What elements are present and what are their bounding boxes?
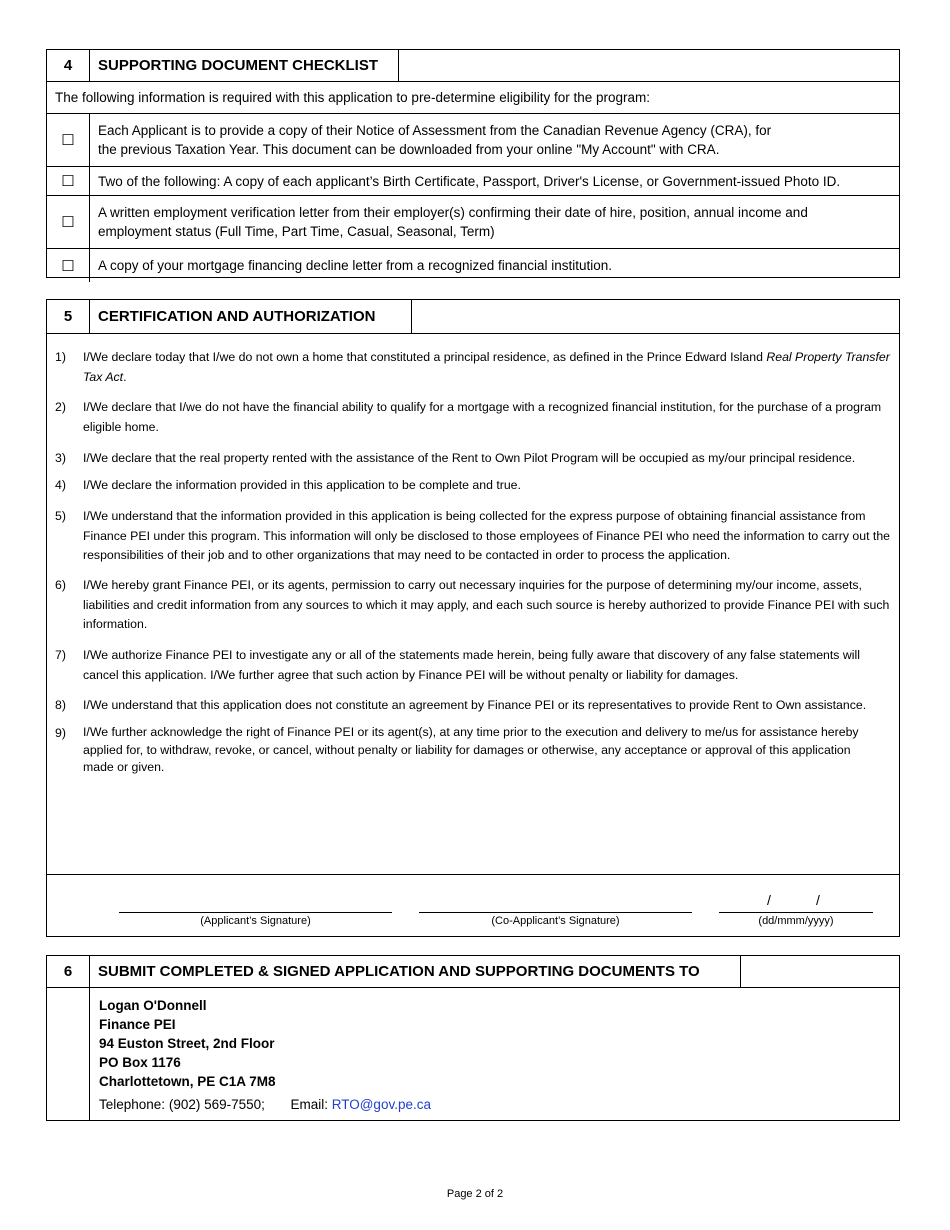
checkbox[interactable]: ☐ — [47, 167, 90, 195]
date-separator: / — [816, 892, 820, 908]
email-label: Email: — [290, 1097, 328, 1112]
applicant-signature-label: (Applicant’s Signature) — [200, 915, 311, 927]
co-applicant-signature-line[interactable] — [419, 912, 692, 913]
mailing-address — [99, 996, 431, 1114]
checklist-item-text: Each Applicant is to provide a copy of their Notice of Assessment from the Canadian Revenue Agency (CRA), for — [98, 123, 772, 138]
checklist-item-text: the previous Taxation Year. This document can be downloaded from your online "My Account" with CRA. — [98, 142, 720, 157]
organization: Finance PEI — [99, 1017, 176, 1032]
declaration-text: I/We declare that I/we do not have the financial ability to qualify for a mortgage with a recognized financial institution, for the purchase of a program eligible home. — [83, 400, 882, 434]
section-6-header — [47, 956, 899, 988]
contact-name: Logan O'Donnell — [99, 998, 207, 1013]
section-5-header — [47, 300, 899, 334]
declaration-number: 2) — [55, 400, 66, 414]
street-address: 94 Euston Street, 2nd Floor — [99, 1036, 275, 1051]
checklist-item — [47, 167, 899, 196]
page-number: Page 2 of 2 — [446, 1188, 504, 1200]
section-5-certification: 5 CERTIFICATION AND AUTHORIZATION 1) I/We declare today that I/we do not own a home that constituted a principal residence, as defined in the Prince Edward Island Real Property Transfer Tax Act. 2) I/We declare that I/we do not have the financial ability to qualify for a mortgage with a recognized financial institution, for the purchase of a program eligible home. 3) I/We declare that the real property rented with the assistance of the Rent to Own Pilot Program will be occupied as my/our principal residence. 4) I/We declare the information provided in this application to be complete and true. 5) I/We understand that the information provided in this application is being collected for the express purpose of obtaining financial assistance from Finance PEI under this program. This information will only be disclosed to those employees of Finance PEI who need the information to carry out the responsibilities of their job and to other organizations that may need to be contacted in order to process the application. 6) I/We hereby grant Finance PEI, or its agents, permission to carry out necessary inquiries for the purpose of determining my/our income, assets, liabilities and credit information from any sources to which it may apply, and each such source is hereby authorized to provide Finance PEI with such information. 7) I/We authorize Finance PEI to investigate any or all of the statements made herein, being fully aware that discovery of any false statements will cancel this application. I/We further agree that such action by Finance PEI will be without penalty or liability for damages. 8) I/We understand that this application does not constitute an agreement by Finance PEI or its representatives to provide Rent to Own assistance. 9) I/We further acknowledge the right of Finance PEI or its agent(s), at any time prior to the execution and delivery to me/us for assistance hereby applied for, to withdraw, revoke, or cancel, without penalty or liability for damages or otherwise, any acceptance or approval of this application made or given. (Applicant’s Signature) (Co-Applicant’s Signature) / / (dd/mmm/yyyy) — [46, 299, 900, 937]
telephone-number: (902) 569-7550; — [168, 1097, 265, 1112]
declaration-number: 9) — [55, 726, 66, 740]
act-name: Real Property Transfer Tax Act — [83, 350, 890, 384]
po-box: PO Box 1176 — [99, 1055, 181, 1070]
checkbox[interactable]: ☐ — [47, 114, 90, 166]
checklist-intro: The following information is required with this application to pre-determine eligibility for the program: — [47, 82, 899, 114]
checklist-item-text: Two of the following: A copy of each applicant’s Birth Certificate, Passport, Driver's License, or Government-issued Photo ID. — [98, 173, 841, 189]
email-link[interactable]: RTO@gov.pe.ca — [331, 1097, 431, 1112]
declaration-number: 8) — [55, 698, 66, 712]
column-divider — [89, 987, 90, 1120]
section-title: SUBMIT COMPLETED & SIGNED APPLICATION AND SUPPORTING DOCUMENTS TO — [90, 956, 741, 987]
declaration-text: I/We declare that the real property rented with the assistance of the Rent to Own Pilot Program will be occupied as my/our principal residence. — [83, 451, 856, 465]
section-number: 6 — [47, 956, 90, 987]
signature-area-divider — [47, 874, 899, 875]
checklist-item-text: A copy of your mortgage financing decline letter from a recognized financial institution. — [98, 258, 613, 273]
declaration-text: I/We understand that this application does not constitute an agreement by Finance PEI or its representatives to provide Rent to Own assistance. — [83, 698, 867, 712]
section-4-supporting-documents — [46, 49, 900, 278]
contact-line — [99, 1095, 431, 1114]
declaration-number: 4) — [55, 478, 66, 492]
declaration-number: 5) — [55, 509, 66, 523]
section-4-header — [47, 50, 899, 82]
city-postal: Charlottetown, PE C1A 7M8 — [99, 1074, 276, 1089]
declaration-number: 3) — [55, 451, 66, 465]
telephone-label: Telephone: — [99, 1097, 166, 1112]
date-separator: / — [767, 892, 771, 908]
date-line[interactable] — [719, 912, 873, 913]
co-applicant-signature-label: (Co-Applicant’s Signature) — [491, 915, 620, 927]
declaration-number: 6) — [55, 578, 66, 592]
declaration-text: I/We understand that the information provided in this application is being collected for the express purpose of obtaining financial assistance from Finance PEI under this program. This information will only be disclosed to those employees of Finance PEI who need the information to carry out the responsibilities of their job and to other organizations that may need to be contacted in order to process the application. — [83, 509, 891, 562]
checklist-item — [47, 249, 899, 282]
section-title: SUPPORTING DOCUMENT CHECKLIST — [90, 50, 399, 81]
declaration-text: I/We hereby grant Finance PEI, or its agents, permission to carry out necessary inquiries for the purpose of determining my/our income, assets, liabilities and credit information from any sources to which it may apply, and each such source is hereby authorized to provide Finance PEI with such information. — [83, 578, 890, 631]
checklist-item — [47, 114, 899, 167]
declaration-text: I/We declare the information provided in this application to be complete and true. — [83, 478, 521, 492]
section-6-submit — [46, 955, 900, 1121]
declaration-number: 1) — [55, 350, 66, 364]
checklist-item-text: employment status (Full Time, Part Time, Casual, Seasonal, Term) — [98, 224, 495, 239]
checkbox[interactable]: ☐ — [47, 249, 90, 282]
checklist-item-text: A written employment verification letter from their employer(s) confirming their date of hire, position, annual income and — [98, 205, 808, 220]
declaration-text: I/We authorize Finance PEI to investigate any or all of the statements made herein, being fully aware that discovery of any false statements will cancel this application. I/We further agree that such action by Finance PEI will be without penalty or liability for damages. — [83, 648, 860, 682]
date-label: (dd/mmm/yyyy) — [758, 915, 834, 927]
checkbox[interactable]: ☐ — [47, 196, 90, 248]
declaration-number: 7) — [55, 648, 66, 662]
checklist-item — [47, 196, 899, 249]
applicant-signature-line[interactable] — [119, 912, 392, 913]
section-number: 4 — [47, 50, 90, 81]
declaration-text: I/We further acknowledge the right of Finance PEI or its agent(s), at any time prior to the execution and delivery to me/us for assistance hereby applied for, to withdraw, revoke, or cancel, without penalty or liability for damages or otherwise, any acceptance or approval of this application made or given. — [83, 725, 859, 774]
declaration-text: I/We declare today that I/we do not own a home that constituted a principal residence, as defined in the Prince Edward Island — [83, 350, 767, 364]
section-number: 5 — [47, 300, 90, 333]
section-title: CERTIFICATION AND AUTHORIZATION — [90, 300, 412, 333]
